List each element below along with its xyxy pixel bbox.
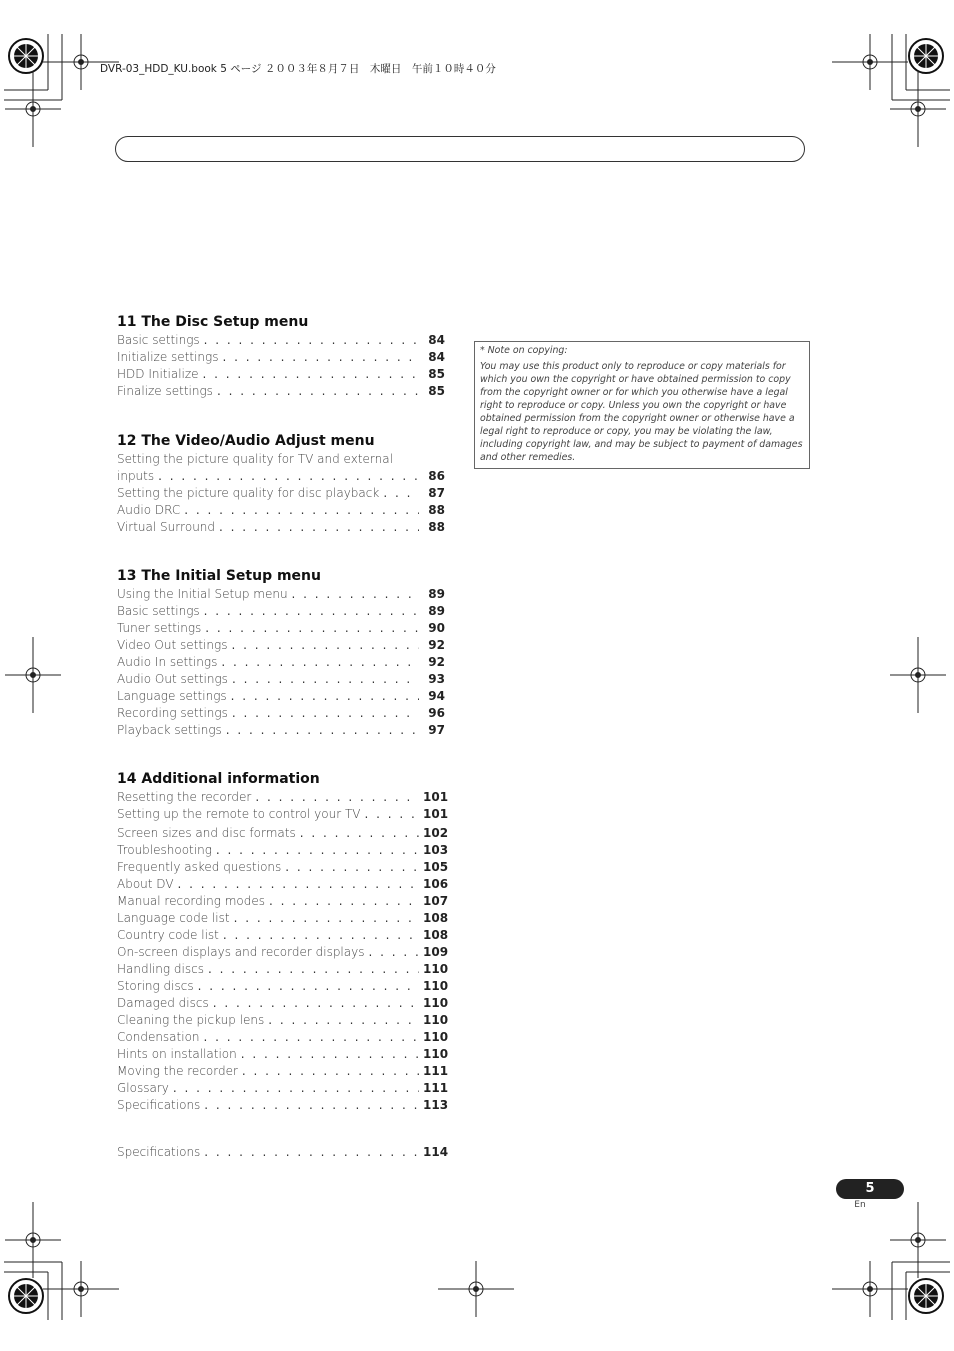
toc-label: Finalize settings [117,384,213,398]
toc-label: Setting up the remote to control your TV [117,807,361,821]
toc-entry[interactable] [117,383,445,400]
toc-entry-wrapped-start[interactable] [117,451,445,468]
toc-section-11 [117,312,445,400]
toc-entry[interactable] [117,332,445,349]
toc-entry[interactable] [117,688,445,705]
toc-label: Playback settings [117,723,222,737]
page-number: 5 [836,1179,904,1199]
toc-page: 103 [423,843,449,857]
toc-label: Frequently asked questions [117,860,282,874]
toc-label: On-screen displays and recorder displays [117,945,365,959]
toc-page: 107 [423,894,449,908]
toc-leader [255,789,419,806]
toc-page: 108 [423,911,449,925]
section-title: 13 The Initial Setup menu [117,568,321,584]
section-title: 14 Additional information [117,771,320,787]
toc-leader [204,1097,419,1114]
toc-entry[interactable] [117,1097,449,1114]
toc-leader [219,519,419,536]
toc-page: 93 [428,672,445,686]
toc-page: 110 [423,1013,449,1027]
toc-leader [198,978,419,995]
toc-entry[interactable] [117,927,449,944]
section-title: 12 The Video/Audio Adjust menu [117,433,375,449]
toc-entry[interactable] [117,586,445,603]
toc-label: Condensation [117,1030,200,1044]
toc-leader [208,961,419,978]
toc-label: Initialize settings [117,350,219,364]
toc-leader [383,485,419,502]
toc-page: 84 [428,350,445,364]
toc-page: 110 [423,996,449,1010]
toc-label: Audio Out settings [117,672,228,686]
toc-entry[interactable] [117,502,445,519]
toc-page: 89 [428,587,445,601]
toc-entry[interactable] [117,1080,449,1097]
toc-label: Audio In settings [117,655,218,669]
note-title: * Note on copying: [480,345,568,356]
toc-label: Storing discs [117,979,194,993]
toc-leader [213,995,419,1012]
toc-page: 105 [423,860,449,874]
toc-entry[interactable] [117,1029,449,1046]
toc-label: Using the Initial Setup menu [117,587,288,601]
toc-entry[interactable] [117,893,449,910]
toc-page: 110 [423,1030,449,1044]
toc-page: 114 [423,1145,449,1159]
toc-section-12 [117,431,445,536]
toc-page: 101 [423,807,449,821]
toc-entry[interactable] [117,961,449,978]
toc-leader [178,876,419,893]
copying-note [474,341,810,469]
toc-leader [232,705,419,722]
toc-page: 88 [428,503,445,517]
toc-entry[interactable] [117,944,449,961]
toc-entry[interactable] [117,603,445,620]
toc-entry[interactable] [117,1012,449,1029]
toc-section-13 [117,566,445,739]
toc-leader [234,910,419,927]
toc-page: 92 [428,655,445,669]
toc-page: 89 [428,604,445,618]
toc-leader [216,842,419,859]
toc-entry[interactable] [117,1144,449,1161]
toc-leader [269,893,419,910]
toc-label: Setting the picture quality for disc playback [117,486,380,500]
toc-leader [226,722,419,739]
toc-leader [173,1080,419,1097]
toc-label: Moving the recorder [117,1064,238,1078]
toc-leader [241,1046,419,1063]
toc-label: Language code list [117,911,230,925]
toc-entry[interactable] [117,654,445,671]
toc-leader [365,806,419,823]
toc-leader [292,586,419,603]
toc-entry[interactable] [117,1063,449,1080]
toc-page: 113 [423,1098,449,1112]
toc-page: 90 [428,621,445,635]
note-body: You may use this product only to reproduce or copy materials for which you own the copyright or have obtained permission to copy from the copyright owner or for which you otherwise have a legal right to reproduce or copy. Unless you own the copyright or have obtained permission from the copyright owner or otherwise have a legal right to reproduce or copy, you may be violating the law, including copyright law, and may be subject to payment of damages and other remedies. [480,361,803,463]
toc-entry[interactable] [117,806,449,823]
toc-leader [158,468,419,485]
toc-label: Specifications [117,1098,201,1112]
toc-entry[interactable] [117,468,445,485]
toc-label: Handling discs [117,962,204,976]
toc-entry[interactable] [117,349,445,366]
toc-leader [217,383,419,400]
toc-leader [204,1144,419,1161]
toc-leader [204,1029,419,1046]
toc-entry[interactable] [117,842,449,859]
toc-label: HDD Initialize [117,367,199,381]
toc-entry[interactable] [117,519,445,536]
toc-label: Troubleshooting [117,843,212,857]
toc-label: Recording settings [117,706,228,720]
toc-page: 92 [428,638,445,652]
toc-page: 111 [423,1064,449,1078]
toc-entry[interactable] [117,671,445,688]
toc-page: 106 [423,877,449,891]
toc-entry[interactable] [117,485,445,502]
toc-label: Tuner settings [117,621,202,635]
toc-leader [223,927,419,944]
toc-page: 108 [423,928,449,942]
toc-page: 87 [428,486,445,500]
toc-page: 102 [423,826,449,840]
toc-extra [117,1144,449,1161]
toc-page: 111 [423,1081,449,1095]
toc-page: 110 [423,1047,449,1061]
toc-leader [300,825,419,842]
toc-entry[interactable] [117,876,449,893]
toc-entry[interactable] [117,366,445,383]
toc-label: Specifications [117,1145,201,1159]
toc-leader [231,637,419,654]
toc-page: 85 [428,384,445,398]
toc-entry[interactable] [117,978,449,995]
toc-section-14 [117,769,449,1114]
toc-label: Basic settings [117,604,200,618]
toc-leader [205,620,419,637]
toc-leader [184,502,419,519]
toc-leader [242,1063,419,1080]
toc-entry[interactable] [117,705,445,722]
toc-label: Cleaning the pickup lens [117,1013,265,1027]
toc-entry[interactable] [117,910,449,927]
toc-page: 109 [423,945,449,959]
toc-label: Glossary [117,1081,169,1095]
toc-label: Setting the picture quality for TV and external [117,452,393,466]
toc-page: 110 [423,979,449,993]
toc-page: 97 [428,723,445,737]
toc-label: Manual recording modes [117,894,265,908]
toc-label: inputs [117,469,155,483]
toc-leader [231,688,419,705]
toc-label: Video Out settings [117,638,228,652]
toc-page: 101 [423,790,449,804]
toc-entry[interactable] [117,995,449,1012]
toc-entry[interactable] [117,722,445,739]
toc-label: Audio DRC [117,503,181,517]
toc-label: Country code list [117,928,219,942]
toc-page: 84 [428,333,445,347]
toc-entry[interactable] [117,1046,449,1063]
toc-page: 86 [428,469,445,483]
toc-page: 85 [428,367,445,381]
page-language: En [854,1200,866,1210]
toc-entry[interactable] [117,789,449,806]
toc-label: Resetting the recorder [117,790,252,804]
toc-page: 94 [428,689,445,703]
toc-entry[interactable] [117,620,445,637]
toc-label: Screen sizes and disc formats [117,826,296,840]
toc-entry[interactable] [117,859,449,876]
header-bar [115,136,805,162]
toc-label: Language settings [117,689,227,703]
toc-leader [203,366,419,383]
print-header: DVR-03_HDD_KU.book 5 ページ ２００３年８月７日 木曜日 午前１０時４０分 [100,63,496,75]
toc-label: About DV [117,877,174,891]
toc-entry[interactable] [117,637,445,654]
toc-leader [368,944,419,961]
toc-leader [204,603,419,620]
toc-entry[interactable] [117,825,449,842]
toc-leader [204,332,419,349]
toc-page: 88 [428,520,445,534]
toc-leader [232,671,419,688]
toc-leader [222,349,419,366]
toc-leader [285,859,419,876]
toc-label: Virtual Surround [117,520,216,534]
section-title: 11 The Disc Setup menu [117,314,309,330]
toc-page: 96 [428,706,445,720]
toc-page: 110 [423,962,449,976]
toc-label: Damaged discs [117,996,209,1010]
toc-label: Hints on installation [117,1047,237,1061]
toc-label: Basic settings [117,333,200,347]
toc-leader [221,654,419,671]
toc-leader [268,1012,419,1029]
